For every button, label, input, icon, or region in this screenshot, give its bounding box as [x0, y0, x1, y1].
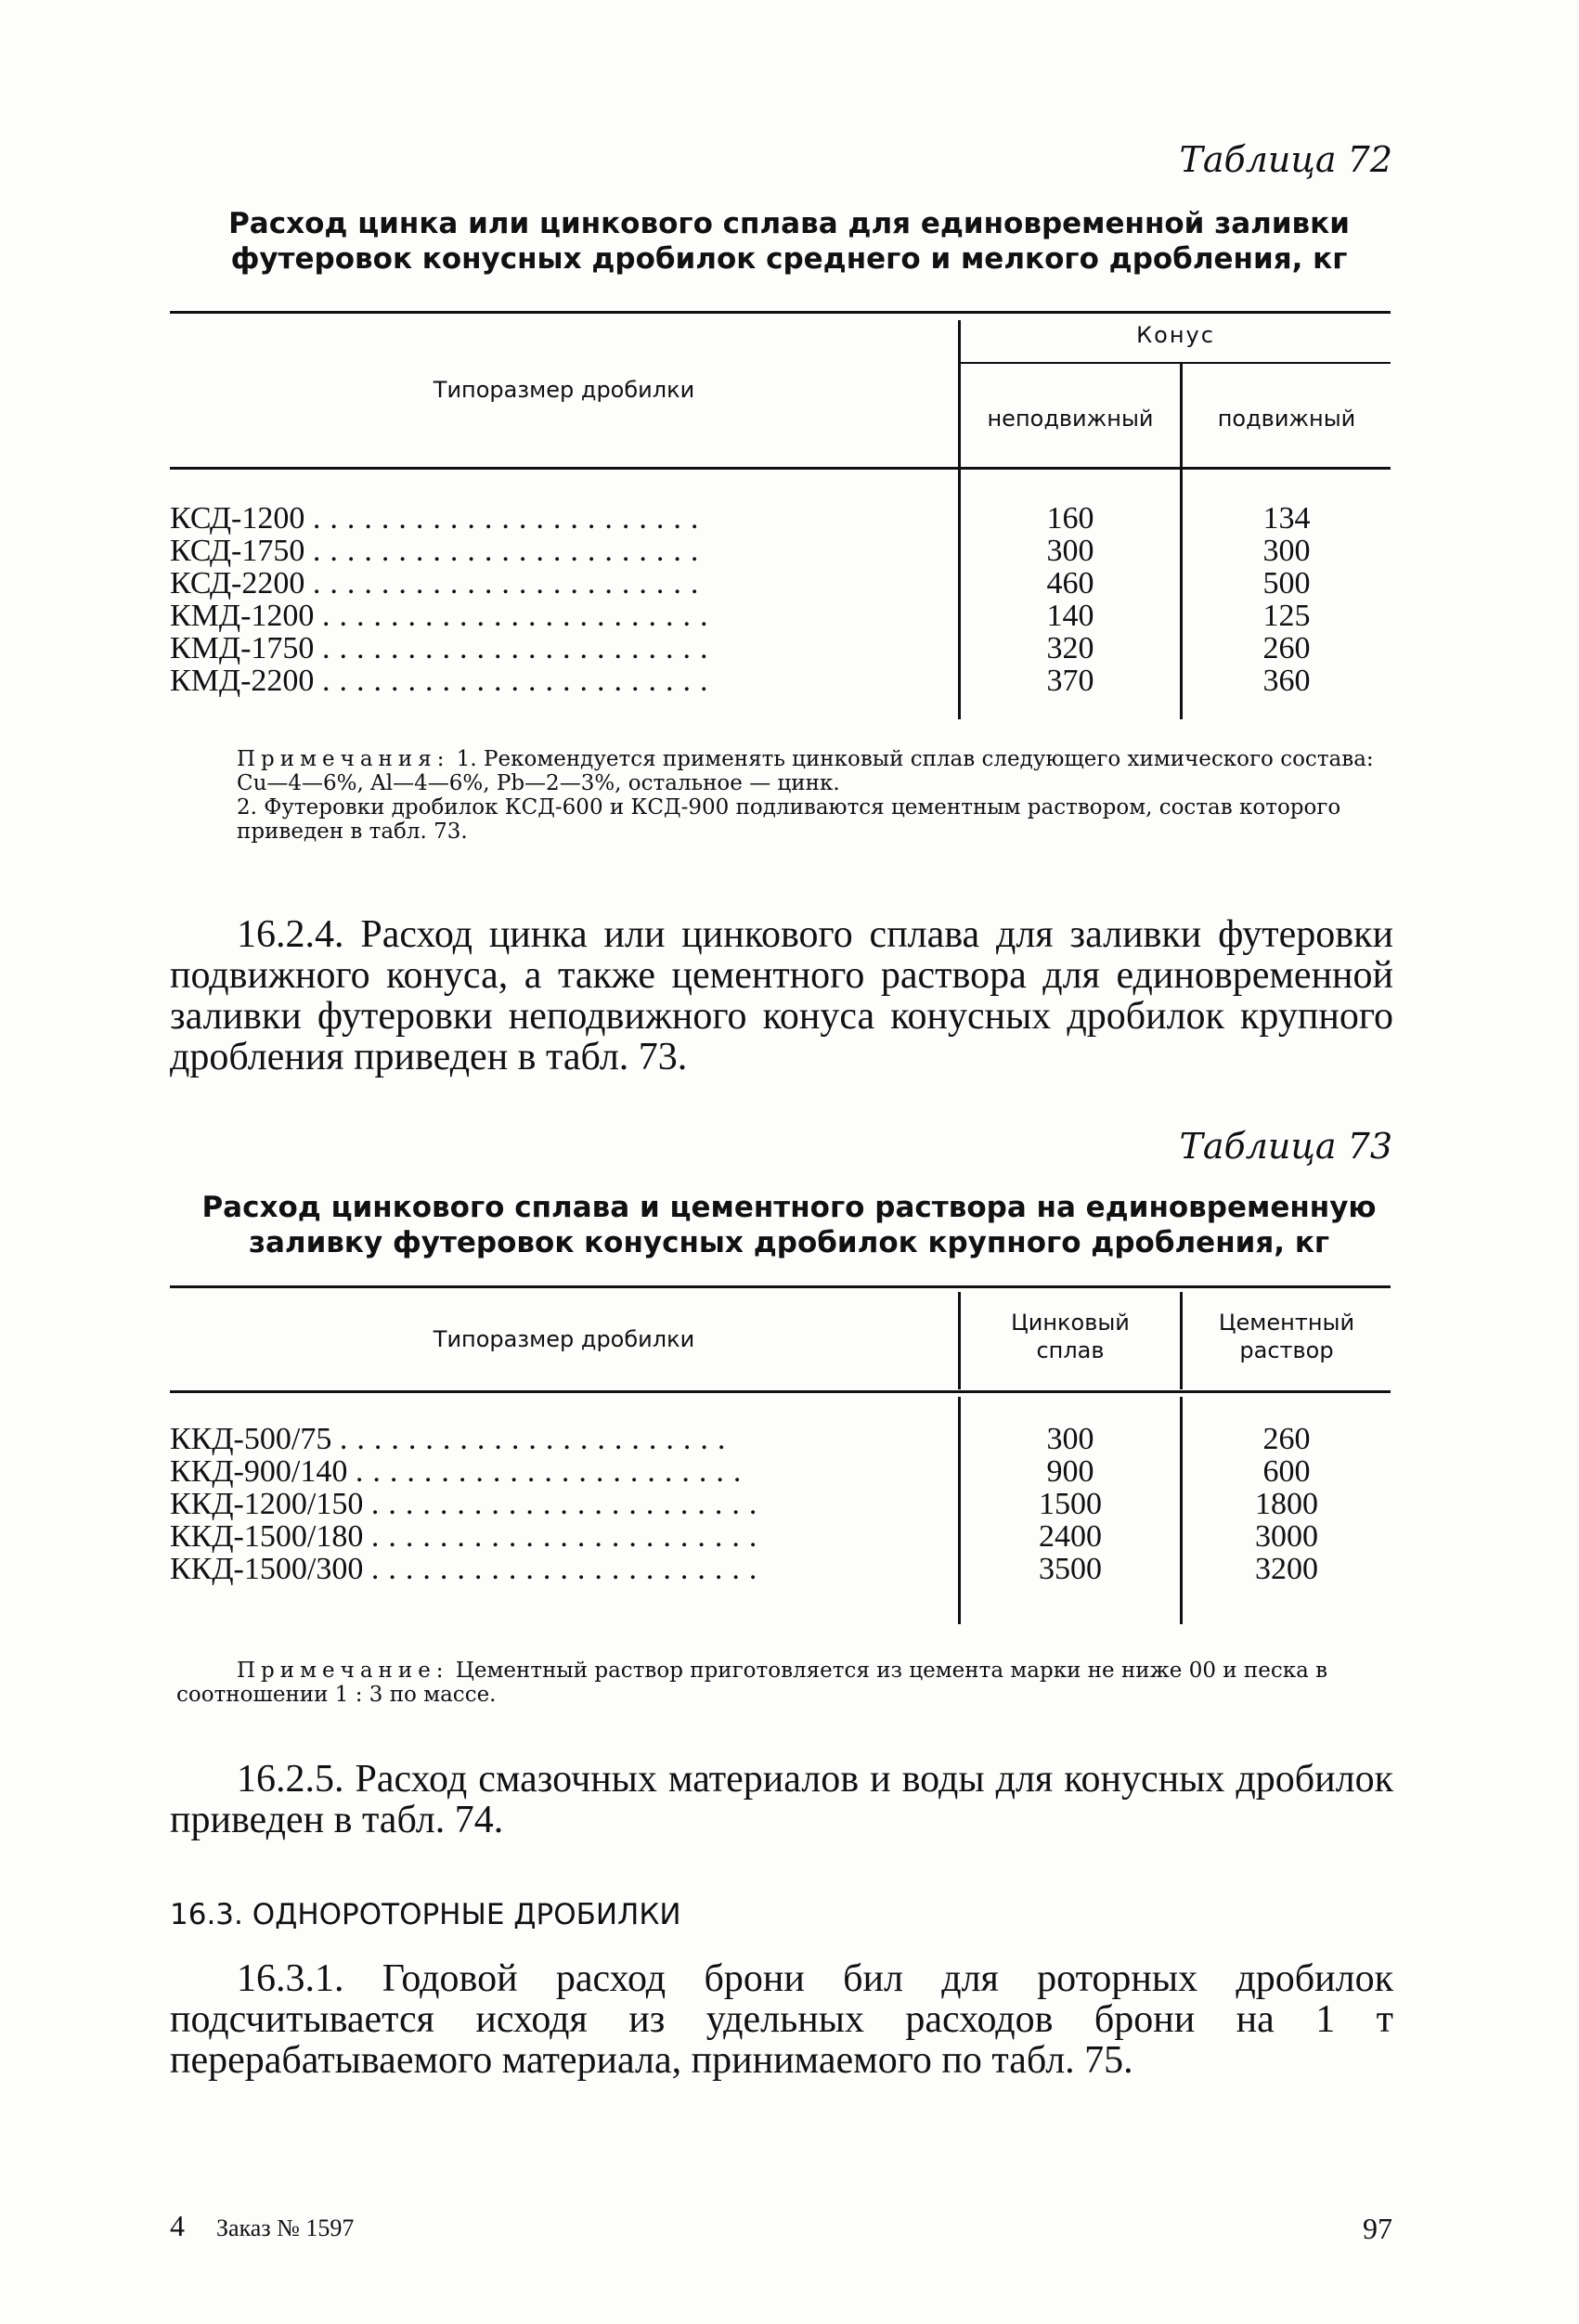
leader-dots: .......................: [312, 502, 708, 536]
leader-dots: .......................: [355, 1454, 751, 1489]
leader-dots: .......................: [370, 1519, 767, 1554]
row-name: КСД-1200: [170, 502, 305, 536]
cell-value: 300: [1046, 1422, 1094, 1456]
table-72-notes: [237, 747, 1391, 844]
signature-mark: 4: [170, 2209, 185, 2242]
table-73-zinc-values: [961, 1423, 1180, 1585]
table-row: [170, 1423, 958, 1455]
cell-value: 500: [1262, 566, 1311, 600]
leader-dots: .......................: [339, 1423, 735, 1456]
table-73-label: Таблица 73: [1179, 1126, 1392, 1167]
cell-value: 125: [1262, 599, 1311, 633]
table-72-names: [170, 502, 958, 697]
table-row: [170, 567, 958, 600]
table-73-note: [176, 1659, 1391, 1707]
table-72-fixed-values: [961, 502, 1180, 697]
cell-value: 3500: [1039, 1552, 1102, 1586]
table-row: [170, 632, 958, 665]
leader-dots: .......................: [312, 566, 708, 600]
row-name: ККД-1500/180: [170, 1519, 364, 1554]
note-text: Цементный раствор приготовляется из цемента марки не ниже 00 и песка в соотношении 1 : 3 по массе.: [176, 1659, 1328, 1707]
row-name: КМД-2200: [170, 664, 315, 697]
row-name: ККД-500/75: [170, 1423, 332, 1456]
header-line: раствор: [1239, 1337, 1334, 1363]
page-number: 97: [1363, 2212, 1392, 2245]
cell-value: 3000: [1255, 1519, 1318, 1554]
table-row: [170, 1520, 958, 1553]
leader-dots: .......................: [321, 631, 718, 665]
cell-value: 134: [1262, 501, 1311, 536]
header-rule: [170, 467, 1391, 470]
table-72-label: Таблица 72: [1179, 139, 1392, 180]
table-72-moving-values: [1183, 502, 1391, 697]
header-line: Цинковый: [1011, 1310, 1130, 1336]
top-rule: [170, 311, 1391, 314]
cell-value: 140: [1046, 599, 1094, 633]
caption-line: Расход цинка или цинкового сплава для единовременной заливки: [228, 207, 1350, 240]
table-row: [170, 1455, 958, 1488]
cell-value: 300: [1046, 534, 1094, 568]
cell-value: 1800: [1255, 1487, 1318, 1521]
cell-value: 900: [1046, 1454, 1094, 1489]
leader-dots: .......................: [321, 664, 718, 697]
column-header-cone: Конус: [1136, 322, 1215, 348]
leader-dots: .......................: [312, 534, 708, 568]
row-name: ККД-1500/300: [170, 1552, 364, 1585]
caption-line: Расход цинкового сплава и цементного раствора на единовременную: [201, 1191, 1377, 1224]
caption-line: футеровок конусных дробилок среднего и мелкого дробления, кг: [230, 242, 1348, 276]
cell-value: 360: [1262, 664, 1311, 698]
header-rule: [170, 1390, 1391, 1393]
leader-dots: .......................: [370, 1552, 767, 1585]
paragraph-16-3-1: 16.3.1. Годовой расход брони бил для роторных дробилок подсчитывается исходя из удельных расходов брони на 1 т перерабатываемого материала, принимаемого по табл. 75.: [170, 1957, 1393, 2082]
section-heading: 16.3. ОДНОРОТОРНЫЕ ДРОБИЛКИ: [170, 1898, 681, 1931]
row-name: КСД-2200: [170, 566, 305, 600]
cell-value: 460: [1046, 566, 1094, 600]
column-header-zinc: [961, 1309, 1180, 1364]
table-72-caption: [167, 206, 1411, 277]
leader-dots: .......................: [370, 1487, 767, 1521]
table-73-caption: [167, 1190, 1411, 1260]
column-header-moving: подвижный: [1217, 406, 1356, 432]
cell-value: 300: [1262, 534, 1311, 568]
caption-line: заливку футеровок конусных дробилок крупного дробления, кг: [248, 1226, 1330, 1259]
column-header-type: Типоразмер дробилки: [433, 1326, 695, 1352]
note-1: [237, 747, 1391, 795]
table-row: [170, 665, 958, 697]
row-name: КМД-1200: [170, 599, 315, 633]
table-row: [170, 600, 958, 632]
column-header-fixed: неподвижный: [987, 406, 1154, 432]
row-name: ККД-1200/150: [170, 1487, 364, 1521]
table-row: [170, 502, 958, 535]
top-rule: [170, 1285, 1391, 1288]
cell-value: 320: [1046, 631, 1094, 665]
table-73-names: [170, 1423, 958, 1585]
row-name: КСД-1750: [170, 534, 305, 568]
row-name: ККД-900/140: [170, 1454, 348, 1489]
header-line: Цементный: [1218, 1310, 1355, 1336]
cell-value: 160: [1046, 501, 1094, 536]
note-label: Примечание:: [237, 1659, 449, 1683]
table-73-cement-values: [1183, 1423, 1391, 1585]
paragraph-16-2-4: 16.2.4. Расход цинка или цинкового сплава для заливки футеровки подвижного конуса, а также цементного раствора для единовременной заливки футеровки неподвижного конуса конусных дробилок крупного дробления приведен в табл. 73.: [170, 913, 1393, 1078]
cell-value: 3200: [1255, 1552, 1318, 1586]
header-line: сплав: [1036, 1337, 1105, 1363]
table-row: [170, 535, 958, 567]
cell-value: 1500: [1039, 1487, 1102, 1521]
column-header-cement: [1183, 1309, 1391, 1364]
cell-value: 2400: [1039, 1519, 1102, 1554]
table-row: [170, 1553, 958, 1585]
note-2: 2. Футеровки дробилок КСД-600 и КСД-900 подливаются цементным раствором, состав которого приведен в табл. 73.: [237, 795, 1341, 844]
cell-value: 260: [1262, 1422, 1311, 1456]
cell-value: 370: [1046, 664, 1094, 698]
note-label: Примечания:: [237, 747, 450, 771]
column-header-type: Типоразмер дробилки: [433, 377, 695, 403]
order-number: Заказ № 1597: [216, 2214, 355, 2241]
row-name: КМД-1750: [170, 631, 315, 665]
paragraph-16-2-5: 16.2.5. Расход смазочных материалов и воды для конусных дробилок приведен в табл. 74.: [170, 1758, 1393, 1841]
cell-value: 260: [1262, 631, 1311, 665]
table-row: [170, 1488, 958, 1520]
group-rule: [958, 362, 1391, 364]
leader-dots: .......................: [321, 599, 718, 633]
note-text: 1. Рекомендуется применять цинковый сплав следующего химического состава: Cu—4—6%, Al—4—6%, Pb—2—3%, остальное — цинк.: [237, 747, 1374, 795]
cell-value: 600: [1262, 1454, 1311, 1489]
